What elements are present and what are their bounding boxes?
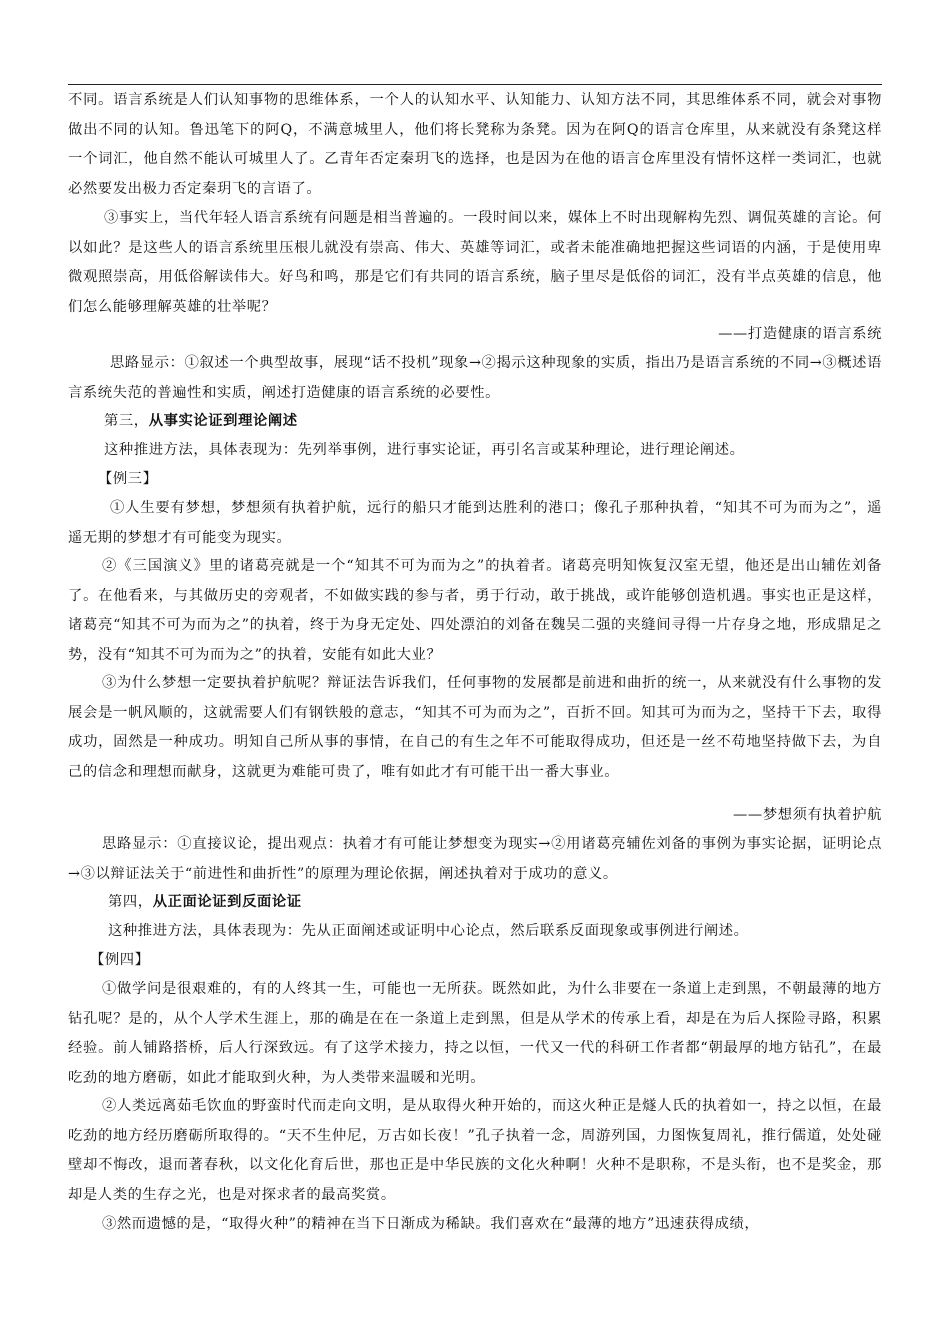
section-heading-4 bbox=[108, 888, 302, 917]
example-4-paragraph-3: ③然而遗憾的是，“取得火种”的精神在当下日渐成为稀缺。我们喜欢在“最薄的地方”迅速获得成绩， bbox=[102, 1216, 760, 1232]
section-heading-4-prefix: 第四， bbox=[108, 894, 153, 910]
example-3-paragraph-1: ①人生要有梦想，梦想须有执着护航，远行的船只才能到达胜利的港口；像孔子那种执着，“知其不可为而为之”，遥遥无期的梦想才有可能变为现实。 bbox=[68, 500, 882, 546]
section-heading-4-title: 从正面论证到反面论证 bbox=[152, 894, 302, 910]
section-heading-3-title: 从事实论证到理论阐述 bbox=[148, 413, 298, 429]
example-4-paragraph-1: ①做学问是很艰难的，有的人终其一生，可能也一无所获。既然如此，为什么非要在一条道上走到黑，不朝最薄的地方钻孔呢？是的，从个人学术生涯上，那的确是在在一条道上走到黑，但是从学术的传承上看，却是在为后人探险寻路，积累经验。前人铺路搭桥，后人行深致远。有了这学术接力，持之以恒，一代又一代的科研工作者都“朝最厚的地方钻孔”，在最吃劲的地方磨砺，如此才能取到火种，为人类带来温暖和光明。 bbox=[68, 981, 882, 1086]
example-3-label: 【例三】 bbox=[98, 471, 158, 487]
thought-summary-2: 思路显示：①直接议论，提出观点：执着才有可能让梦想变为现实→②用诸葛亮辅佐刘备的事例为事实论据，证明论点→③以辩证法关于“前进性和曲折性”的原理为理论依据，阐述执着对于成功的意义。 bbox=[68, 836, 882, 882]
section-heading-3-prefix: 第三， bbox=[104, 413, 149, 429]
thought-summary-1: 思路显示：①叙述一个典型故事，展现“话不投机”现象→②揭示这种现象的实质，指出乃是语言系统的不同→③概述语言系统失范的普遍性和实质，阐述打造健康的语言系统的必要性。 bbox=[68, 355, 882, 401]
paragraph-3: ③事实上，当代年轻人语言系统有问题是相当普遍的。一段时间以来，媒体上不时出现解构先烈、调侃英雄的言论。何以如此？是这些人的语言系统里压根儿就没有崇高、伟大、英雄等词汇，或者未能准确地把握这些词语的内涵，于是使用卑微观照崇高，用低俗解读伟大。好鸟和鸣，那是它们有共同的语言系统，脑子里尽是低俗的词汇，没有半点英雄的信息，他们怎么能够理解英雄的壮举呢？ bbox=[68, 210, 882, 315]
example-4-paragraph-2: ②人类远离茹毛饮血的野蛮时代而走向文明，是从取得火种开始的，而这火种正是燧人氏的执着如一，持之以恒，在最吃劲的地方经历磨砺所取得的。“天不生仲尼，万古如长夜！”孔子执着一念，周游列国，力图恢复周礼，推行儒道，处处碰壁却不悔改，退而著春秋，以文化化育后世，那也正是中华民族的文化火种啊！火种不是职称，不是头衔，也不是奖金，那却是人类的生存之光，也是对探求者的最高奖赏。 bbox=[68, 1098, 882, 1203]
example-4-label: 【例四】 bbox=[90, 952, 150, 968]
section-heading-3 bbox=[104, 407, 298, 436]
source-title-1: ——打造健康的语言系统 bbox=[718, 326, 882, 342]
section-4-description: 这种推进方法，具体表现为：先从正面阐述或证明中心论点，然后联系反面现象或事例进行阐述。 bbox=[108, 923, 749, 939]
example-3-paragraph-3: ③为什么梦想一定要执着护航呢？辩证法告诉我们，任何事物的发展都是前进和曲折的统一，从来就没有什么事物的发展会是一帆风顺的，这就需要人们有钢铁般的意志，“知其不可为而为之”，百折不回。知其可为而为之，坚持干下去，取得成功，固然是一种成功。明知自己所从事的事情，在自己的有生之年不可能取得成功，但还是一丝不苟地坚持做下去，为自己的信念和理想而献身，这就更为难能可贵了，唯有如此才有可能干出一番大事业。 bbox=[68, 675, 882, 780]
paragraph-continued: 不同。语言系统是人们认知事物的思维体系，一个人的认知水平、认知能力、认知方法不同，其思维体系不同，就会对事物做出不同的认知。鲁迅笔下的阿Q，不满意城里人，他们将长凳称为条凳。因为在阿Q的语言仓库里，从来就没有条凳这样一个词汇，他自然不能认可城里人了。乙青年否定秦玥飞的选择，也是因为在他的语言仓库里没有情怀这样一类词汇，也就必然要发出极力否定秦玥飞的言语了。 bbox=[68, 92, 882, 197]
section-3-description: 这种推进方法，具体表现为：先列举事例，进行事实论证，再引名言或某种理论，进行理论阐述。 bbox=[104, 442, 745, 458]
example-3-paragraph-2: ②《三国演义》里的诸葛亮就是一个“知其不可为而为之”的执着者。诸葛亮明知恢复汉室无望，他还是出山辅佐刘备了。在他看来，与其做历史的旁观者，不如做实践的参与者，勇于行动，敢于挑战，或许能够创造机遇。事实也正是这样，诸葛亮“知其不可为而为之”的执着，终于为身无定处、四处漂泊的刘备在魏吴二强的夹缝间寻得一片存身之地，形成鼎足之势，没有“知其不可为而为之”的执着，安能有如此大业？ bbox=[68, 558, 882, 663]
header-rule bbox=[68, 84, 882, 85]
source-title-2: ——梦想须有执着护航 bbox=[733, 807, 882, 823]
